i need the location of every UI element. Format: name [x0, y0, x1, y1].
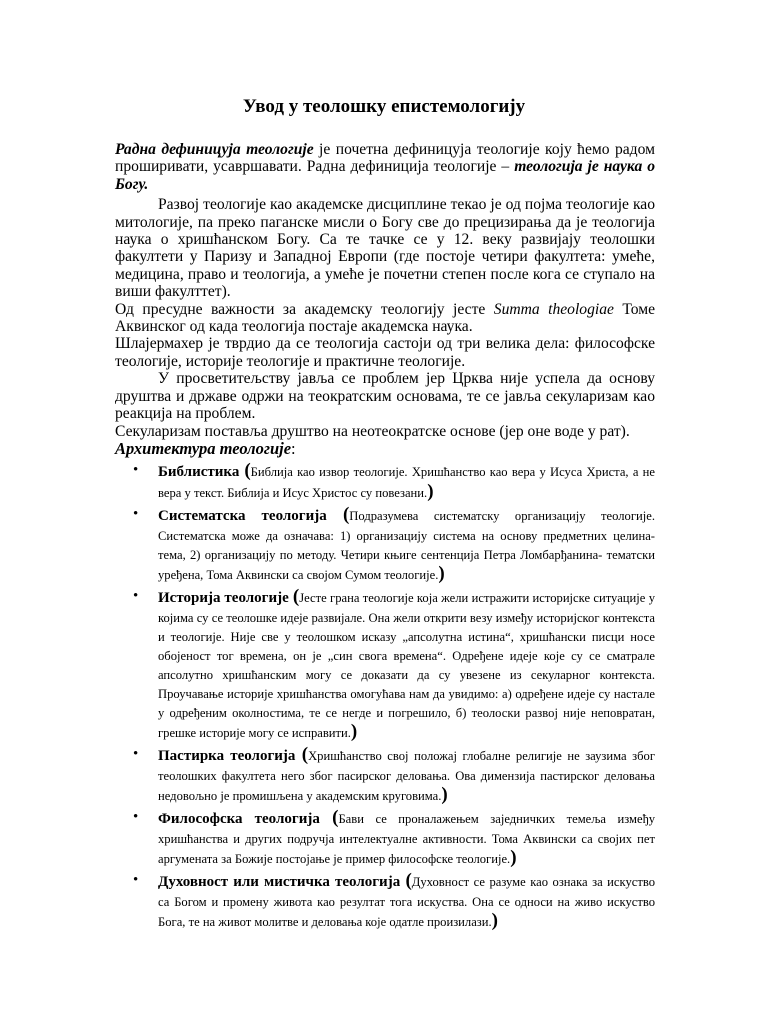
summa-after: Томе Аквинског од када теологија постаје академска наука.: [115, 300, 656, 336]
list-item-sistematska: [133, 504, 655, 585]
item-text: Бави се проналажењем заједничких темеља између хришћанства и других подручја интелектуалне активности. Тома Аквински са својих пет аргумената за Божије постојање је пример философске теологије.: [158, 812, 655, 867]
list-item-duhovnost: [133, 870, 655, 932]
item-heading: Библистика: [158, 464, 240, 481]
open-paren: (: [405, 870, 412, 892]
enlightenment-paragraph: У просветитељству јавља се проблем јер Црква није успела да основу друштва и државе одржи на теократским основама, те се јавља секуларизам као реакција на проблем.: [115, 370, 655, 423]
document-body: [115, 141, 655, 934]
item-text: Подразумева систематску организацију теологије. Систематска може да означава: 1) организацију система на основу предметних целина- тема, 2) организацију по методу. Четири књиге сентенција Петра Ломбарђанина- тематски уређена, Тома Аквински са својом Сумом теологије.: [158, 509, 655, 583]
list-item-filosofska: [133, 807, 655, 869]
bullet-icon: •: [133, 462, 139, 479]
secularism-paragraph: Секуларизам поставља друштво на неотеократске основе (јер оне воде у рат).: [115, 422, 630, 440]
item-heading: Историја теологије: [158, 590, 289, 607]
item-text: Хришћанство свој положај глобалне религије не заузима због теолошких факултета него због пасирског деловања. Ова димензија пастирског деловања недовољно је промишљена у академским круговима.: [158, 749, 655, 804]
open-paren: (: [342, 504, 350, 526]
definition-text: је почетна дефиницуја теологије коју ћемо радом проширивати, усавршавати. Радна дефиниција теологије –: [115, 141, 655, 176]
architecture-list: [115, 461, 655, 931]
item-heading: Систематска теологија: [158, 508, 327, 525]
open-paren: (: [244, 460, 251, 482]
close-paren: ): [491, 910, 498, 932]
definition-accented-word: теологије: [246, 141, 314, 158]
definition-conclusion: теологија је наука о Богу.: [115, 158, 655, 193]
bullet-icon: •: [133, 506, 139, 523]
item-heading: Пастирка теологија: [158, 748, 296, 765]
close-paren: ): [427, 481, 434, 503]
summa-paragraph: [115, 301, 655, 336]
close-paren: ): [350, 721, 358, 743]
bullet-icon: •: [133, 588, 139, 605]
development-paragraph: Развој теологије као академске дисциплине текао је од појма теологије као митологије, па преко паганске мисли о Богу све до прецизирања да је теологија наука о хришћанском Богу. Са те тачке се у 12. веку развијају теолошки факултети у Паризу и Западној Европи (где постоје четири факултета: умеће, медицина, право и теологија, а умеће је почетни степен после кога се ступало на виши факулттет).: [115, 196, 655, 301]
close-paren: ): [438, 563, 445, 585]
page-title: Увод у теолошку епистемологију: [242, 96, 526, 117]
bullet-icon: •: [133, 872, 139, 889]
architecture-heading-colon: :: [291, 438, 296, 458]
item-text: Јесте грана теологије која жели истражити историјске ситуације у којима су се теолошке идеје развијале. Она жели открити везу између историјског контекста и теологије. Није све у теолошком исказу „апсолутна истина“, хришћански писци носе обојеност тог времена, он је „син свога времена“. Одређене идеје које су се сматрале апсолутно хришћанским могу се доказати да су увезене из секуларног контекста. Проучавање историје хришћанства омогућава нам да увидимо: а) одређене идеје су настале у одређеним околностима, те се негде и погрешило, б) теолоски развој није неповратан, грешке историје могу се исправити.: [158, 591, 655, 741]
item-text: Библија као извор теологије. Хришћанство као вера у Исуса Христа, а не вера у текст. Библија и Исус Христос су повезани.: [158, 465, 655, 501]
definition-paragraph: [115, 141, 655, 193]
open-paren: (: [332, 807, 339, 829]
item-heading: Философска теологија: [158, 811, 320, 828]
bullet-icon: •: [133, 809, 139, 826]
open-paren: (: [292, 586, 300, 608]
item-heading: Духовност или мистичка теологија: [158, 874, 401, 891]
item-text: Духовност се разуме као ознака за искуство са Богом и промену живота као резултат тога искуства. Она се односи на живо искуство Бога, те на живот молитве и деловања које одатле произилази.: [158, 875, 655, 930]
architecture-heading: [115, 440, 655, 457]
schleiermacher-paragraph: Шлајермахер је тврдио да се теологија састоји од три велика дела: философске теологије, историје теологије и практичне теологије.: [115, 335, 655, 370]
summa-title: Summa theologiae: [493, 300, 614, 318]
close-paren: ): [510, 847, 517, 869]
definition-lead: Радна дефиницуја: [115, 141, 241, 158]
list-item-istorija: [133, 586, 655, 743]
architecture-heading-text: Архитектура теологије: [115, 438, 292, 458]
close-paren: ): [441, 784, 448, 806]
summa-before: Од пресудне важности за академску теологију јесте: [115, 300, 494, 318]
bullet-icon: •: [133, 746, 139, 763]
list-item-biblistika: [133, 460, 655, 503]
list-item-pastirska: [133, 744, 655, 806]
open-paren: (: [301, 744, 309, 766]
